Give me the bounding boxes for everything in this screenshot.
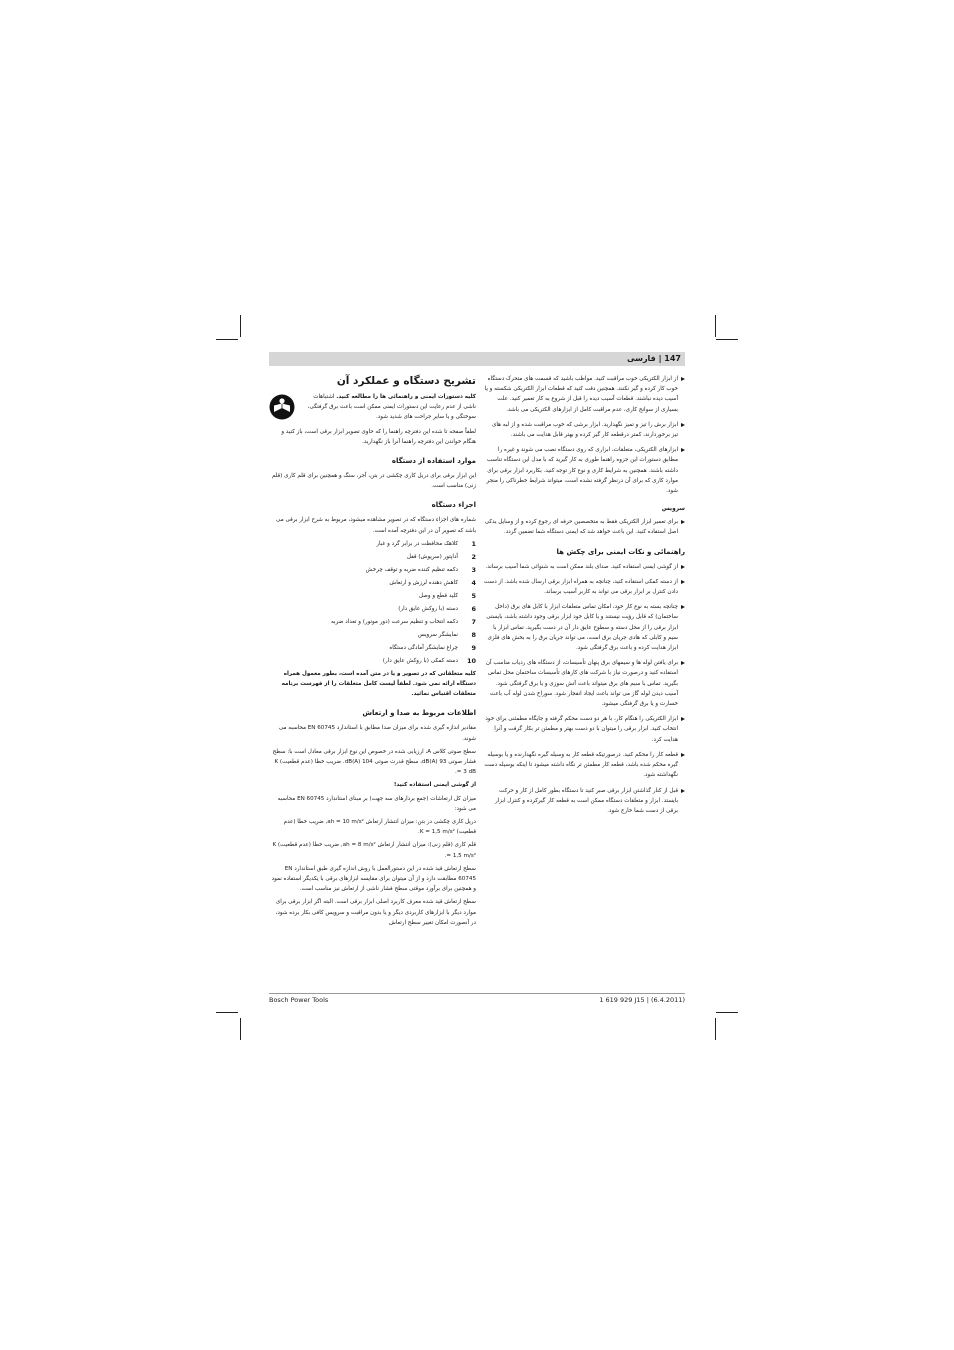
part-label: چراغ نمایشگر آمادگی دستگاه [389,644,458,651]
footer-brand: Bosch Power Tools [269,996,329,1004]
part-number: 5 [471,591,476,600]
part-number: 10 [466,656,476,665]
part-row [269,591,476,601]
part-row [269,565,476,575]
intended-use-heading: موارد استفاده از دستگاه [391,457,476,466]
intended-use-text: این ابزار برقی برای دریل کاری چکشی در بتن، آجر، سنگ و همچنین برای قلم کاری (قلم زنی) مناسب است. [271,473,476,490]
footer-doc-id: 1 619 929 J15 | (6.4.2011) [599,996,685,1004]
part-row [269,617,476,627]
crop-mark [240,315,241,337]
drill-bullet: ابزار الکتریکی را هنگام کار، با هر دو دست محکم گرفته و جایگاه مطمئنی برای خود انتخاب کنید. ابزار برقی را میتوان با دو دست بهتر و مطمئن تر بکار گرفت و آنرا هدایت کرد. [484,714,685,745]
part-row [269,552,476,562]
left-column [269,374,476,989]
part-label: دکمه تنظیم کننده ضربه و توقف چرخش [365,566,458,573]
crop-mark [216,339,238,340]
vibration-note: سطح ارتعاش قید شده معرف کاربرد اصلی ابزار برقی است. البته اگر ابزار برقی برای موارد دیگر با ابزارهای کاربردی دیگر و یا بدون مراقبت و سرویس کافی بکار برده شود، در آنصورت امکان تغییر سطح ارتعاش [275,899,476,926]
parts-heading: اجزاء دستگاه [431,501,476,510]
part-row [269,630,476,640]
part-row [269,643,476,653]
intro-paragraph: لطفاً صفحه تا شده این دفترچه راهنما را که حاوی تصویر ابزار برقی است، باز کنید و هنگام خواندن این دفترچه راهنما آنرا باز نگهدارید. [281,428,476,445]
warning-bold: کلیه دستورات ایمنی و راهنمائی ها را مطالعه کنید. [336,394,476,400]
parts-intro: شماره های اجزاء دستگاه که در تصویر مشاهده میشود، مربوط به شرح ابزار برقی می باشد که تصویر آن در این دفترچه آمده است. [276,517,476,534]
drill-bullet: از دسته کمکی استفاده کنید، چنانچه به همراه ابزار برقی ارسال شده باشد. از دست دادن کنترل بر ابزار برقی می تواند به کاربر آسیب برساند. [484,577,685,597]
vibration-drill-text: دریل کاری چکشی در بتن: میزان انتشار ارتعاش ah = 10 m/s², ضریب خطا (عدم قطعیت) K = 1,5 m/s². [283,819,476,836]
noise-standard-text: مقادیر اندازه گیری شده برای میزان صدا مطابق با استاندارد EN 60745 محاسبه می شوند. [278,725,476,742]
part-number: 7 [471,617,476,626]
drill-bullet: قطعه کار را محکم کنید. درصورتیکه قطعه کار به وسیله گیره نگهدارنده و یا بوسیله گیره محکم شده باشد، قطعه کار مطمئن تر نگاه داشته میشود تا اینکه بوسیله دست نگهداشته شود. [484,750,685,781]
part-label: کلاهک محافظت در برابر گرد و غبار [376,540,458,547]
safety-bullet: ابزار برش را تیز و تمیز نگهدارید. ابزار برشی که خوب مراقبت شده و از لبه های تیز برخوردارند، کمتر درقطعه کار گیر کرده و بهتر قابل هدایت می باشند. [484,420,685,440]
drill-bullet: چنانچه بسته به نوع کار خود، امکان تماس متعلقات ابزار با کابل های برق (داخل ساختمان) که قابل رؤیت نیستند و یا کابل خود ابزار برقی وجود داشته باشد، بایستی ابزار برقی را از محل دسته و سطوح عایق دار آن در دست بگیرید. تماس ابزار با سیم و کابلی که هادی جریان برق است، می تواند جریان برق را به بخش های فلزی ابزار هدایت کرده و باعث برق گرفتگی شود. [484,602,685,653]
crop-mark [716,339,738,340]
warning-body: اشتباهات ناشی از عدم رعایت این دستورات ایمنی ممکن است باعث برق گرفتگی، سوختگی و یا سایر جراحت های شدید شود. [307,394,476,421]
drill-bullet: از گوشی ایمنی استفاده کنید. صدای بلند ممکن است به شنوائی شما آسیب برساند. [484,562,685,572]
crop-mark [715,1018,716,1040]
crop-mark [240,1018,241,1040]
part-label: دسته کمکی (با روکش عایق دار) [382,657,458,664]
vibration-total-text: میزان کل ارتعاشات (جمع بردارهای سه جهت) بر مبنای استاندارد EN 60745 محاسبه می شود: [277,795,476,812]
part-number: 9 [471,643,476,652]
part-label: آداپتور (سرپوش) قفل [406,553,458,560]
part-row [269,604,476,614]
section-title: تشریح دستگاه و عملکرد آن [336,375,476,387]
crop-mark [715,315,716,337]
read-instructions-block [269,392,476,423]
page-header-bar [269,352,685,366]
part-number: 6 [471,604,476,613]
read-manual-icon [269,394,295,420]
part-number: 2 [471,552,476,561]
drill-safety-heading: راهنمائی و نکات ایمنی برای چکش ها [556,547,685,556]
service-bullet: برای تعمیر ابزار الکتریکی فقط به متخصصین حرفه ای رجوع کرده و از وسایل یدکی اصل استفاده کنید. این باعث خواهد شد که ایمنی دستگاه شما تضمین گردد. [484,517,685,537]
part-row [269,656,476,666]
part-label: نمایشگر سرویس [417,631,458,638]
part-number: 8 [471,630,476,639]
part-row [269,578,476,588]
crop-mark [716,1012,738,1013]
part-label: دکمه انتخاب و تنظیم سرعت (دور موتور) و تعداد ضربه [331,618,458,625]
part-label: دسته (با روکش عایق دار) [398,605,458,612]
drill-bullet: برای یافتن لوله ها و سیمهای برق پنهان تأسیسات، از دستگاه های ردیاب مناسب آن استفاده کنید و درصورت نیاز با شرکت های کارهای تأسیسات ساختمان محل تماس بگیرید. تماس با سیم های برق میتواند باعث آتش سوزی و یا برق گرفتگی شود. آسیب دیدن لوله گاز می تواند باعث ایجاد انفجار شود. سوراخ شدن لوله آب باعث خسارت و یا برق گرفتگی میشود. [484,658,685,709]
service-heading: سرویس [661,506,685,513]
noise-vibration-heading: اطلاعات مربوط به صدا و ارتعاش [362,709,476,718]
accessory-note: کلیه متعلقاتی که در تصویر و یا در متن آمده است، بطور معمول همراه دستگاه ارائه نمی شود. لطفاً لیست کامل متعلقات را از فهرست برنامه متعلقات اقتباس نمائید. [281,670,476,698]
part-number: 3 [471,565,476,574]
ear-protection-note: از گوشی ایمنی استفاده کنید! [393,782,476,789]
part-label: کاهش دهنده لرزش و ارتعاش [389,579,458,586]
crop-mark [216,1012,238,1013]
right-column [484,374,685,989]
part-number: 4 [471,578,476,587]
noise-level-text: سطح صوتی کلاس A، ارزیابی شده در خصوص این نوع ابزار برقی معادل است با: سطح فشار صوتی 93 dB(A)، سطح قدرت صوتی 104 dB(A). ضریب خطا (عدم قطعیت) K = 3 dB. [272,748,476,776]
safety-bullet: ابزارهای الکتریکی، متعلقات، ابزاری که روی دستگاه نصب می شوند و غیره را مطابق دستورات این جزوه راهنما طوری به کار گیرید که با مدل این دستگاه تناسب داشته باشند. همچنین به شرایط کاری و نوع کار توجه کنید. بکاربرد ابزار برقی برای موارد کاری که برای آن درنظر گرفته نشده است، میتواند شرایط خطرناکی را منجر شود. [484,445,685,496]
footer-divider [269,993,685,994]
safety-bullet: از ابزار الکتریکی خوب مراقبت کنید. مواظب باشید که قسمت های متحرک دستگاه خوب کار کرده و گیر نکنند. همچنین دقت کنید که قطعات ابزار الکتریکی شکسته و یا آسیب دیده نباشند. قطعات آسیب دیده را قبل از شروع به کار تعمیر کنید. علت بسیاری از سوانح کاری، عدم مراقبت کامل از ابزارهای الکتریکی می باشد. [484,374,685,415]
part-label: کلید قطع و وصل [418,592,458,599]
page-number-label: 147 | فارسی [626,354,681,363]
vibration-note: سطح ارتعاش قید شده در این دستورالعمل با روش اندازه گیری طبق استاندارد EN 60745 مطابقت دارد و از آن میتوان برای مقایسه ابزارهای برقی با یکدیگر استفاده نمود و همچنین برای برآورد موقتی سطح فشار ناشی از ارتعاش نیز مناسب است. [271,865,476,893]
part-row [269,539,476,549]
vibration-chisel-text: قلم کاری (قلم زنی): میزان انتشار ارتعاش ah = 8 m/s², ضریب خطا (عدم قطعیت) K = 1,5 m/s². [272,842,476,859]
warning-text-block [301,392,476,423]
drill-bullet: قبل از کنار گذاشتن ابزار برقی صبر کنید تا دستگاه بطور کامل از کار و حرکت بایستد. ابزار و متعلقات دستگاه ممکن است به قطعه کار گیرکرده و کنترل ابزار برقی از دست شما خارج شود. [484,786,685,817]
part-number: 1 [471,539,476,548]
